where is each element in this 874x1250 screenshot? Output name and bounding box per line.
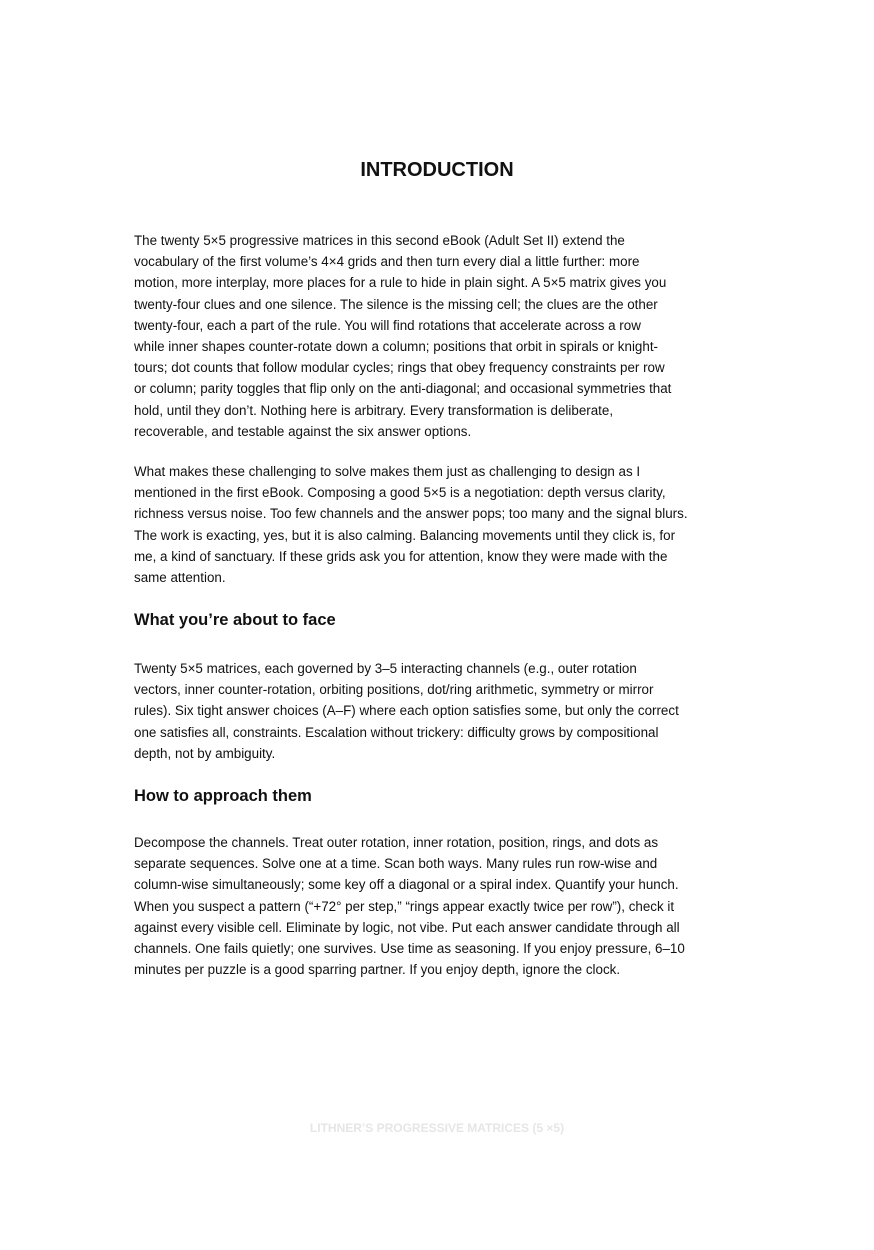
text-line: me, a kind of sanctuary. If these grids ask you for attention, know they were made with the — [134, 548, 668, 564]
paragraph-face — [134, 658, 754, 764]
page-footer: LITHNER’S PROGRESSIVE MATRICES (5 ×5) — [309, 1121, 565, 1135]
section-heading-approach: How to approach them — [134, 787, 312, 805]
paragraph-design — [134, 461, 754, 588]
text-line: or column; parity toggles that flip only on the anti-diagonal; and occasional symmetries that — [134, 381, 672, 397]
text-line: minutes per puzzle is a good sparring partner. If you enjoy depth, ignore the clock. — [134, 962, 621, 978]
text-line: vocabulary of the first volume’s 4×4 grids and then turn every dial a little further: more — [134, 254, 640, 270]
text-line: motion, more interplay, more places for a rule to hide in plain sight. A 5×5 matrix gives you — [134, 275, 667, 291]
text-line: hold, until they don’t. Nothing here is arbitrary. Every transformation is deliberate, — [134, 402, 614, 418]
text-line: Decompose the channels. Treat outer rotation, inner rotation, position, rings, and dots as — [134, 835, 659, 850]
text-line: column-wise simultaneously; some key off a diagonal or a spiral index. Quantify your hunch. — [134, 877, 679, 893]
text-line: twenty-four, each a part of the rule. You will find rotations that accelerate across a row — [134, 317, 641, 333]
text-line: depth, not by ambiguity. — [134, 745, 276, 761]
text-line: twenty-four clues and one silence. The silence is the missing cell; the clues are the other — [134, 296, 658, 312]
text-line: The work is exacting, yes, but it is also calming. Balancing movements until they click is, for — [134, 527, 676, 543]
page-title: INTRODUCTION — [360, 159, 514, 181]
paragraph-intro — [134, 230, 754, 442]
text-line: recoverable, and testable against the six answer options. — [134, 423, 472, 439]
text-line: while inner shapes counter-rotate down a column; positions that orbit in spirals or knight- — [134, 338, 658, 354]
text-line: What makes these challenging to solve makes them just as challenging to design as I — [134, 464, 641, 479]
section-heading-face: What you’re about to face — [134, 611, 336, 629]
text-line: The twenty 5×5 progressive matrices in this second eBook (Adult Set II) extend the — [134, 233, 625, 248]
text-line: richness versus noise. Too few channels and the answer pops; too many and the signal blurs. — [134, 506, 688, 522]
text-line: Twenty 5×5 matrices, each governed by 3–5 interacting channels (e.g., outer rotation — [134, 661, 637, 676]
text-line: rules). Six tight answer choices (A–F) where each option satisfies some, but only the correct — [134, 703, 679, 719]
text-line: vectors, inner counter-rotation, orbiting positions, dot/ring arithmetic, symmetry or mirror — [134, 682, 654, 698]
text-line: one satisfies all, constraints. Escalation without trickery: difficulty grows by compositional — [134, 724, 659, 740]
text-line: separate sequences. Solve one at a time. Scan both ways. Many rules run row-wise and — [134, 856, 658, 872]
text-line: channels. One fails quietly; one survives. Use time as seasoning. If you enjoy pressure, 6–10 — [134, 940, 685, 956]
text-line: When you suspect a pattern (“+72° per step,” “rings appear exactly twice per row”), check it — [134, 898, 675, 914]
text-line: against every visible cell. Eliminate by logic, not vibe. Put each answer candidate through all — [134, 919, 680, 935]
text-line: same attention. — [134, 569, 226, 585]
text-line: tours; dot counts that follow modular cycles; rings that obey frequency constraints per row — [134, 360, 665, 376]
text-line: mentioned in the first eBook. Composing a good 5×5 is a negotiation: depth versus clarity, — [134, 485, 666, 501]
paragraph-approach — [134, 832, 754, 980]
